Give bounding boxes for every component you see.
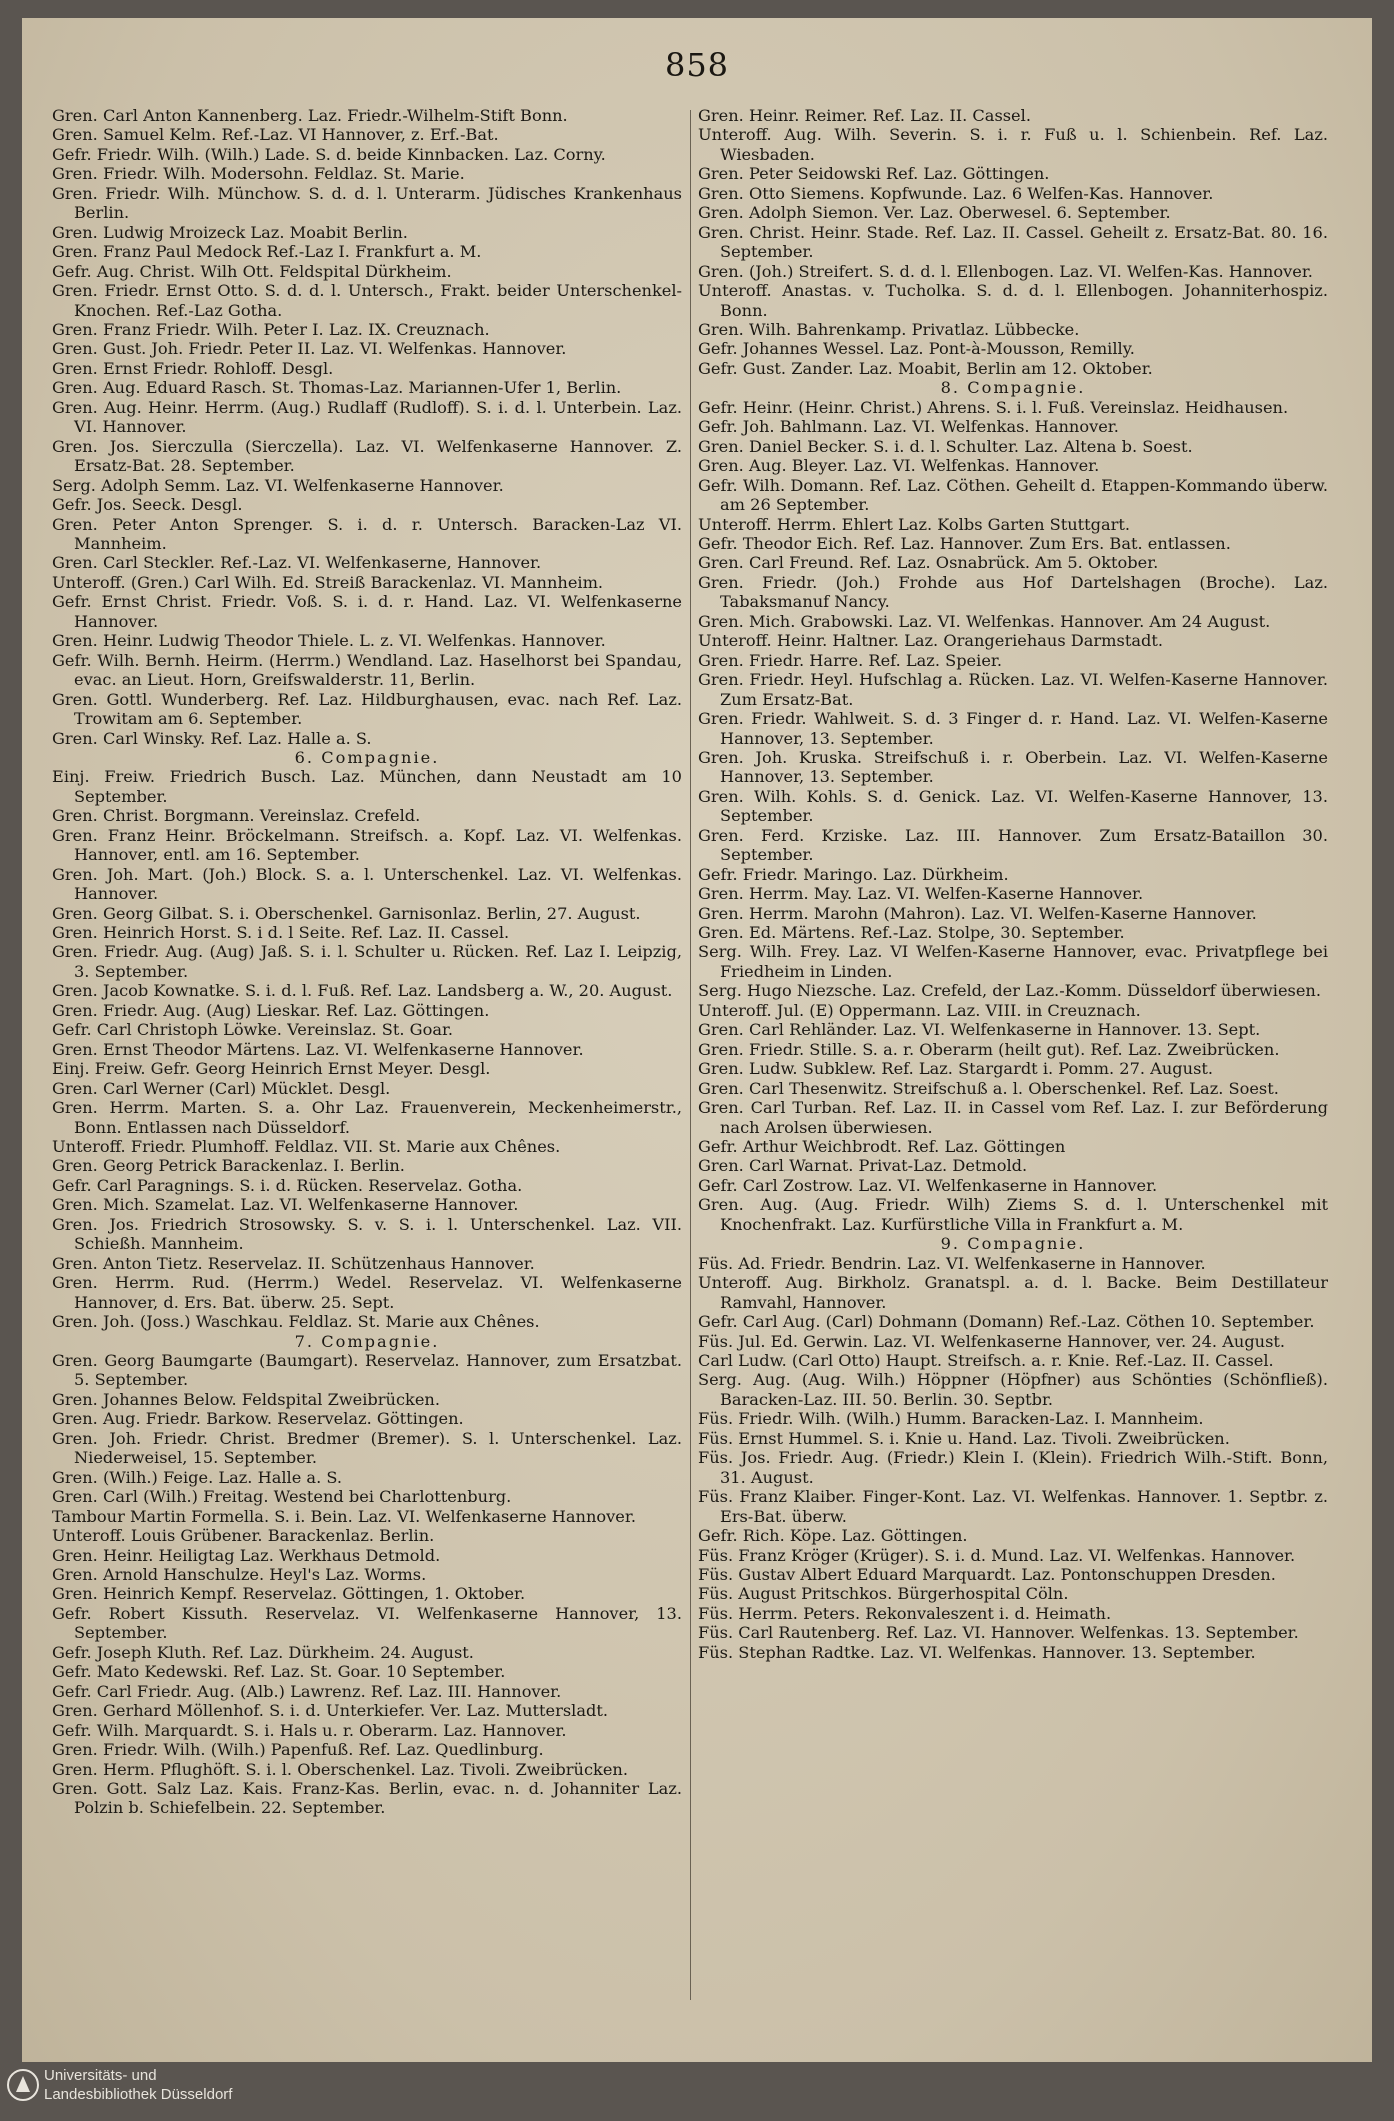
casualty-entry: Gren. Friedr. Stille. S. a. r. Oberarm (heilt gut). Ref. Laz. Zweibrücken. xyxy=(698,1039,1280,1059)
casualty-entry: Gren. Joh. Kruska. Streifschuß i. r. Oberbein. Laz. VI. Welfen-Kaserne Hannover, 13. September. xyxy=(698,747,1328,787)
casualty-entry: Füs. Ernst Hummel. S. i. Knie u. Hand. Laz. Tivoli. Zweibrücken. xyxy=(698,1428,1230,1448)
casualty-entry: Gefr. Wilh. Domann. Ref. Laz. Cöthen. Geheilt d. Etappen-Kommando überw. am 26 September. xyxy=(698,475,1328,515)
casualty-entry: Gefr. Carl Paragnings. S. i. d. Rücken. Reservelaz. Gotha. xyxy=(52,1175,523,1195)
casualty-entry: Gren. Arnold Hanschulze. Heyl's Laz. Worms. xyxy=(52,1564,427,1584)
casualty-entry: Gren. Gott. Salz Laz. Kais. Franz-Kas. Berlin, evac. n. d. Johanniter Laz. Polzin b. Schiefelbein. 22. September. xyxy=(52,1778,682,1818)
casualty-entry: Unteroff. (Gren.) Carl Wilh. Ed. Streiß Barackenlaz. VI. Mannheim. xyxy=(52,572,604,592)
casualty-entry: Gren. Joh. Mart. (Joh.) Block. S. a. l. Unterschenkel. Laz. VI. Welfenkas. Hannover. xyxy=(52,864,682,904)
casualty-entry: Füs. Jul. Ed. Gerwin. Laz. VI. Welfenkaserne Hannover, ver. 24. August. xyxy=(698,1331,1286,1351)
library-credit xyxy=(44,2066,232,2104)
casualty-entry: Gren. Herrm. May. Laz. VI. Welfen-Kaserne Hannover. xyxy=(698,884,1144,904)
column-divider xyxy=(690,110,691,2000)
casualty-entry: Füs. Stephan Radtke. Laz. VI. Welfenkas. Hannover. 13. September. xyxy=(698,1642,1256,1662)
ulb-logo-icon xyxy=(6,2068,40,2102)
casualty-entry: Gefr. Carl Friedr. Aug. (Alb.) Lawrenz. Ref. Laz. III. Hannover. xyxy=(52,1681,562,1701)
casualty-entry: Gren. Herm. Pflughöft. S. i. l. Oberschenkel. Laz. Tivoli. Zweibrücken. xyxy=(52,1759,628,1779)
casualty-entry: Gren. (Joh.) Streifert. S. d. d. l. Ellenbogen. Laz. VI. Welfen-Kas. Hannover. xyxy=(698,261,1313,281)
casualty-entry: Gren. Friedr. Wilh. (Wilh.) Papenfuß. Ref. Laz. Quedlinburg. xyxy=(52,1740,544,1760)
library-credit-line-2: Landesbibliothek Düsseldorf xyxy=(44,2086,233,2103)
casualty-entry: Gefr. Wilh. Bernh. Heirm. (Herrm.) Wendland. Laz. Haselhorst bei Spandau, evac. an Lieut. Horn, Greifswalderstr. 11, Berlin. xyxy=(52,650,682,690)
casualty-entry: Gren. Ludw. Subklew. Ref. Laz. Stargardt i. Pomm. 27. August. xyxy=(698,1059,1214,1079)
casualty-entry: Gefr. Friedr. Maringo. Laz. Dürkheim. xyxy=(698,864,1009,884)
casualty-entry: Gren. Heinr. Reimer. Ref. Laz. II. Cassel. xyxy=(698,106,1031,125)
casualty-entry: Unteroff. Aug. Birkholz. Granatspl. a. d. l. Backe. Beim Destillateur Ramvahl, Hannover. xyxy=(698,1273,1328,1312)
casualty-entry: Einj. Freiw. Friedrich Busch. Laz. München, dann Neustadt am 10 September. xyxy=(52,767,682,806)
casualty-entry: Gren. Gerhard Möllenhof. S. i. d. Unterkiefer. Ver. Laz. Muttersladt. xyxy=(52,1701,609,1721)
casualty-entry: Gren. Daniel Becker. S. i. d. l. Schulter. Laz. Altena b. Soest. xyxy=(698,436,1193,456)
casualty-entry: Gren. Jos. Friedrich Strosowsky. S. v. S. i. l. Unterschenkel. Laz. VII. Schießh. Mannheim. xyxy=(52,1214,682,1254)
casualty-entry: Unteroff. Louis Grübener. Barackenlaz. Berlin. xyxy=(52,1526,435,1546)
casualty-entry: Gefr. Heinr. (Heinr. Christ.) Ahrens. S. i. l. Fuß. Vereinslaz. Heidhausen. xyxy=(698,397,1289,417)
casualty-entry: Gefr. Theodor Eich. Ref. Laz. Hannover. Zum Ers. Bat. entlassen. xyxy=(698,533,1231,553)
casualty-entry: Gefr. Carl Christoph Löwke. Vereinslaz. St. Goar. xyxy=(52,1020,454,1040)
casualty-entry: Gren. Herrm. Marten. S. a. Ohr Laz. Frauenverein, Meckenheimerstr., Bonn. Entlassen nach Düsseldorf. xyxy=(52,1098,682,1137)
casualty-entry: Gren. Wilh. Bahrenkamp. Privatlaz. Lübbecke. xyxy=(698,319,1080,339)
casualty-entry: Gren. Carl Thesenwitz. Streifschuß a. l. Oberschenkel. Ref. Laz. Soest. xyxy=(698,1078,1279,1098)
casualty-entry: Tambour Martin Formella. S. i. Bein. Laz. VI. Welfenkaserne Hannover. xyxy=(52,1506,636,1526)
casualty-entry: Gren. Gust. Joh. Friedr. Peter II. Laz. VI. Welfenkas. Hannover. xyxy=(52,339,567,359)
casualty-entry: Gren. Johannes Below. Feldspital Zweibrücken. xyxy=(52,1389,440,1409)
casualty-entry: Gefr. Johannes Wessel. Laz. Pont-à-Mousson, Remilly. xyxy=(698,339,1135,359)
casualty-entry: Gren. Joh. (Joss.) Waschkau. Feldlaz. St. Marie aux Chênes. xyxy=(52,1312,540,1332)
casualty-entry: Gefr. Friedr. Wilh. (Wilh.) Lade. S. d. beide Kinnbacken. Laz. Corny. xyxy=(52,144,606,164)
casualty-entry: Gren. Friedr. Aug. (Aug) Jaß. S. i. l. Schulter u. Rücken. Ref. Laz I. Leipzig, 3. September. xyxy=(52,942,682,981)
casualty-entry: Gren. Carl Warnat. Privat-Laz. Detmold. xyxy=(698,1156,1028,1176)
casualty-entry: Einj. Freiw. Gefr. Georg Heinrich Ernst Meyer. Desgl. xyxy=(52,1059,491,1079)
casualty-entry: Unteroff. Aug. Wilh. Severin. S. i. r. Fuß u. l. Schienbein. Ref. Laz. Wiesbaden. xyxy=(698,125,1328,164)
casualty-entry: Gren. Carl Werner (Carl) Mücklet. Desgl. xyxy=(52,1078,391,1098)
casualty-entry: Unteroff. Heinr. Haltner. Laz. Orangeriehaus Darmstadt. xyxy=(698,631,1163,651)
casualty-entry: Füs. Franz Klaiber. Finger-Kont. Laz. VI. Welfenkas. Hannover. 1. Septbr. z. Ers-Bat. überw. xyxy=(698,1487,1328,1526)
casualty-entry: Gren. Carl Rehländer. Laz. VI. Welfenkaserne in Hannover. 13. Sept. xyxy=(698,1020,1261,1040)
casualty-entry: Gren. Aug. Heinr. Herrm. (Aug.) Rudlaff (Rudloff). S. i. d. l. Unterbein. Laz. VI. Hannover. xyxy=(52,397,682,437)
casualty-entry: Gren. Samuel Kelm. Ref.-Laz. VI Hannover, z. Erf.-Bat. xyxy=(52,125,499,145)
casualty-entry: Gren. Carl Turban. Ref. Laz. II. in Cassel vom Ref. Laz. I. zur Beförderung nach Arolsen überwiesen. xyxy=(698,1098,1328,1137)
casualty-entry: Füs. Carl Rautenberg. Ref. Laz. VI. Hannover. Welfenkas. 13. September. xyxy=(698,1623,1299,1643)
casualty-entry: Gren. Aug. (Aug. Friedr. Wilh) Ziems S. d. l. Unterschenkel mit Knochenfrakt. Laz. Kurfürstliche Villa in Frankfurt a. M. xyxy=(698,1195,1328,1234)
casualty-entry: Gren. Carl Winsky. Ref. Laz. Halle a. S. xyxy=(52,728,372,748)
casualty-entry: Gefr. Carl Aug. (Carl) Dohmann (Domann) Ref.-Laz. Cöthen 10. September. xyxy=(698,1312,1315,1332)
casualty-entry: Gren. Franz Paul Medock Ref.-Laz I. Frankfurt a. M. xyxy=(52,242,482,262)
casualty-entry: Carl Ludw. (Carl Otto) Haupt. Streifsch. a. r. Knie. Ref.-Laz. II. Cassel. xyxy=(698,1351,1274,1370)
casualty-entry: Gren. Peter Anton Sprenger. S. i. d. r. Untersch. Baracken-Laz VI. Mannheim. xyxy=(52,514,682,553)
casualty-entry: Gren. Friedr. (Joh.) Frohde aus Hof Dartelshagen (Broche). Laz. Tabaksmanuf Nancy. xyxy=(698,572,1328,612)
casualty-entry: Füs. Friedr. Wilh. (Wilh.) Humm. Baracken-Laz. I. Mannheim. xyxy=(698,1409,1204,1429)
casualty-entry: Gren. Heinr. Ludwig Theodor Thiele. L. z. VI. Welfenkas. Hannover. xyxy=(52,631,606,651)
casualty-entry: Gren. Friedr. Ernst Otto. S. d. d. l. Untersch., Frakt. beider Unterschenkel-Knochen. Ref.-Laz Gotha. xyxy=(52,281,682,320)
casualty-entry: Gren. Carl (Wilh.) Freitag. Westend bei Charlottenburg. xyxy=(52,1487,512,1507)
casualty-entry: Gren. Heinrich Kempf. Reservelaz. Göttingen, 1. Oktober. xyxy=(52,1584,526,1604)
casualty-entry: Gren. Aug. Friedr. Barkow. Reservelaz. Göttingen. xyxy=(52,1409,464,1429)
casualty-entry: Gren. Mich. Grabowski. Laz. VI. Welfenkas. Hannover. Am 24 August. xyxy=(698,611,1271,631)
section-heading: 9. Compagnie. xyxy=(940,1234,1086,1254)
casualty-entry: Gren. Friedr. Wilh. Modersohn. Feldlaz. St. Marie. xyxy=(52,164,465,184)
casualty-entry: Gefr. Jos. Seeck. Desgl. xyxy=(52,495,243,515)
newspaper-page xyxy=(22,18,1372,2108)
casualty-entry: Gren. Carl Freund. Ref. Laz. Osnabrück. Am 5. Oktober. xyxy=(698,553,1159,573)
casualty-entry: Füs. Franz Kröger (Krüger). S. i. d. Mund. Laz. VI. Welfenkas. Hannover. xyxy=(698,1545,1296,1565)
casualty-entry: Gren. Joh. Friedr. Christ. Bredmer (Bremer). S. l. Unterschenkel. Laz. Niederweisel, 15. September. xyxy=(52,1428,682,1468)
casualty-entry: Gren. Georg Petrick Barackenlaz. I. Berlin. xyxy=(52,1156,405,1176)
casualty-entry: Unteroff. Jul. (E) Oppermann. Laz. VIII. in Creuznach. xyxy=(698,1000,1141,1020)
section-heading: 8. Compagnie. xyxy=(940,378,1086,398)
casualty-entry: Gren. Gottl. Wunderberg. Ref. Laz. Hildburghausen, evac. nach Ref. Laz. Trowitam am 6. September. xyxy=(52,689,682,729)
section-heading: 6. Compagnie. xyxy=(294,747,440,767)
casualty-entry: Gren. Heinrich Horst. S. i d. l Seite. Ref. Laz. II. Cassel. xyxy=(52,923,510,943)
casualty-entry: Serg. Wilh. Frey. Laz. VI Welfen-Kaserne Hannover, evac. Privatpflege bei Friedheim in Linden. xyxy=(698,942,1328,981)
casualty-entry: Gren. Ludwig Mroizeck Laz. Moabit Berlin. xyxy=(52,222,408,242)
casualty-entry: Gren. Carl Steckler. Ref.-Laz. VI. Welfenkaserne, Hannover. xyxy=(52,553,542,573)
casualty-entry: Gren. Ernst Theodor Märtens. Laz. VI. Welfenkaserne Hannover. xyxy=(52,1039,584,1059)
casualty-entry: Gefr. Joseph Kluth. Ref. Laz. Dürkheim. 24. August. xyxy=(52,1642,474,1662)
casualty-entry: Gefr. Rich. Köpe. Laz. Göttingen. xyxy=(698,1526,968,1546)
casualty-entry: Gren. Ferd. Krziske. Laz. III. Hannover. Zum Ersatz-Bataillon 30. September. xyxy=(698,825,1328,865)
casualty-entry: Gren. Herrm. Rud. (Herrm.) Wedel. Reservelaz. VI. Welfenkaserne Hannover, d. Ers. Bat. überw. 25. Sept. xyxy=(52,1273,682,1312)
casualty-entry: Gefr. Joh. Bahlmann. Laz. VI. Welfenkas. Hannover. xyxy=(698,417,1119,437)
casualty-entry: Gren. Christ. Heinr. Stade. Ref. Laz. II. Cassel. Geheilt z. Ersatz-Bat. 80. 16. September. xyxy=(698,222,1328,262)
casualty-entry: Gren. Mich. Szamelat. Laz. VI. Welfenkaserne Hannover. xyxy=(52,1195,519,1215)
casualty-entry: Gren. Anton Tietz. Reservelaz. II. Schützenhaus Hannover. xyxy=(52,1253,535,1273)
casualty-entry: Gefr. Ernst Christ. Friedr. Voß. S. i. d. r. Hand. Laz. VI. Welfenkaserne Hannover. xyxy=(52,592,682,631)
casualty-entry: Gren. Wilh. Kohls. S. d. Genick. Laz. VI. Welfen-Kaserne Hannover, 13. September. xyxy=(698,786,1328,826)
casualty-entry: Füs. Ad. Friedr. Bendrin. Laz. VI. Welfenkaserne in Hannover. xyxy=(698,1253,1206,1273)
casualty-entry: Gren. Franz Heinr. Bröckelmann. Streifsch. a. Kopf. Laz. VI. Welfenkas. Hannover, entl. am 16. September. xyxy=(52,825,682,865)
casualty-entry: Gren. Georg Baumgarte (Baumgart). Reservelaz. Hannover, zum Ersatzbat. 5. September. xyxy=(52,1351,682,1390)
casualty-entry: Gren. Herrm. Marohn (Mahron). Laz. VI. Welfen-Kaserne Hannover. xyxy=(698,903,1257,923)
section-heading: 7. Compagnie. xyxy=(294,1331,440,1351)
casualty-entry: Gren. Otto Siemens. Kopfwunde. Laz. 6 Welfen-Kas. Hannover. xyxy=(698,183,1214,203)
casualty-entry: Gefr. Mato Kedewski. Ref. Laz. St. Goar. 10 September. xyxy=(52,1662,506,1682)
casualty-entry: Gren. Peter Seidowski Ref. Laz. Göttingen. xyxy=(698,164,1050,184)
casualty-entry: Gren. Jos. Sierczulla (Sierczella). Laz. VI. Welfenkaserne Hannover. Z. Ersatz-Bat. 28. September. xyxy=(52,436,682,476)
right-column xyxy=(698,106,1328,1662)
casualty-entry: Gren. Jacob Kownatke. S. i. d. l. Fuß. Ref. Laz. Landsberg a. W., 20. August. xyxy=(52,981,673,1001)
casualty-entry: Unteroff. Anastas. v. Tucholka. S. d. d. l. Ellenbogen. Johanniterhospiz. Bonn. xyxy=(698,281,1328,320)
casualty-entry: Gren. Friedr. Wahlweit. S. d. 3 Finger d. r. Hand. Laz. VI. Welfen-Kaserne Hannover, 13. September. xyxy=(698,709,1328,748)
casualty-entry: Füs. Gustav Albert Eduard Marquardt. Laz. Pontonschuppen Dresden. xyxy=(698,1564,1276,1584)
casualty-entry: Serg. Aug. (Aug. Wilh.) Höppner (Höpfner) aus Schönties (Schönfließ). Baracken-Laz. III. 50. Berlin. 30. Septbr. xyxy=(698,1370,1328,1409)
casualty-entry: Gren. (Wilh.) Feige. Laz. Halle a. S. xyxy=(52,1467,343,1487)
library-credit-line-1: Universitäts- und xyxy=(44,2067,157,2084)
casualty-entry: Gren. Friedr. Heyl. Hufschlag a. Rücken. Laz. VI. Welfen-Kaserne Hannover. Zum Ersatz-Bat. xyxy=(698,670,1328,709)
casualty-entry: Unteroff. Friedr. Plumhoff. Feldlaz. VII. St. Marie aux Chênes. xyxy=(52,1137,561,1157)
casualty-entry: Gefr. Carl Zostrow. Laz. VI. Welfenkaserne in Hannover. xyxy=(698,1175,1158,1195)
casualty-entry: Gren. Ernst Friedr. Rohloff. Desgl. xyxy=(52,358,334,378)
casualty-entry: Gefr. Gust. Zander. Laz. Moabit, Berlin am 12. Oktober. xyxy=(698,358,1153,378)
casualty-entry: Gren. Friedr. Harre. Ref. Laz. Speier. xyxy=(698,650,1003,670)
casualty-entry: Gren. Heinr. Heiligtag Laz. Werkhaus Detmold. xyxy=(52,1545,441,1565)
casualty-entry: Gren. Franz Friedr. Wilh. Peter I. Laz. IX. Creuznach. xyxy=(52,319,490,339)
casualty-entry: Gren. Aug. Eduard Rasch. St. Thomas-Laz. Mariannen-Ufer 1, Berlin. xyxy=(52,378,622,398)
left-column xyxy=(52,106,682,1818)
casualty-entry: Gren. Christ. Borgmann. Vereinslaz. Crefeld. xyxy=(52,806,421,826)
casualty-entry: Gefr. Arthur Weichbrodt. Ref. Laz. Göttingen xyxy=(698,1137,1066,1157)
casualty-entry: Gren. Friedr. Wilh. Münchow. S. d. d. l. Unterarm. Jüdisches Krankenhaus Berlin. xyxy=(52,183,682,223)
casualty-entry: Gefr. Wilh. Marquardt. S. i. Hals u. r. Oberarm. Laz. Hannover. xyxy=(52,1720,567,1740)
casualty-entry: Gren. Ed. Märtens. Ref.-Laz. Stolpe, 30. September. xyxy=(698,923,1125,943)
casualty-entry: Füs. August Pritschkos. Bürgerhospital Cöln. xyxy=(698,1584,1069,1604)
page-number: 858 xyxy=(664,46,730,84)
casualty-entry: Unteroff. Herrm. Ehlert Laz. Kolbs Garten Stuttgart. xyxy=(698,514,1131,534)
casualty-entry: Gren. Georg Gilbat. S. i. Oberschenkel. Garnisonlaz. Berlin, 27. August. xyxy=(52,903,641,923)
casualty-entry: Serg. Hugo Niezsche. Laz. Crefeld, der Laz.-Komm. Düsseldorf überwiesen. xyxy=(698,981,1321,1001)
casualty-entry: Gefr. Aug. Christ. Wilh Ott. Feldspital Dürkheim. xyxy=(52,261,452,281)
casualty-entry: Gren. Adolph Siemon. Ver. Laz. Oberwesel. 6. September. xyxy=(698,203,1171,223)
casualty-entry: Serg. Adolph Semm. Laz. VI. Welfenkaserne Hannover. xyxy=(52,475,504,495)
casualty-entry: Gren. Aug. Bleyer. Laz. VI. Welfenkas. Hannover. xyxy=(698,456,1100,476)
casualty-entry: Gren. Friedr. Aug. (Aug) Lieskar. Ref. Laz. Göttingen. xyxy=(52,1000,490,1020)
casualty-entry: Gefr. Robert Kissuth. Reservelaz. VI. Welfenkaserne Hannover, 13. September. xyxy=(52,1603,682,1643)
casualty-entry: Füs. Jos. Friedr. Aug. (Friedr.) Klein I. (Klein). Friedrich Wilh.-Stift. Bonn, 31. August. xyxy=(698,1448,1328,1487)
casualty-entry: Füs. Herrm. Peters. Rekonvaleszent i. d. Heimath. xyxy=(698,1603,1112,1623)
casualty-entry: Gren. Carl Anton Kannenberg. Laz. Friedr.-Wilhelm-Stift Bonn. xyxy=(52,106,568,125)
